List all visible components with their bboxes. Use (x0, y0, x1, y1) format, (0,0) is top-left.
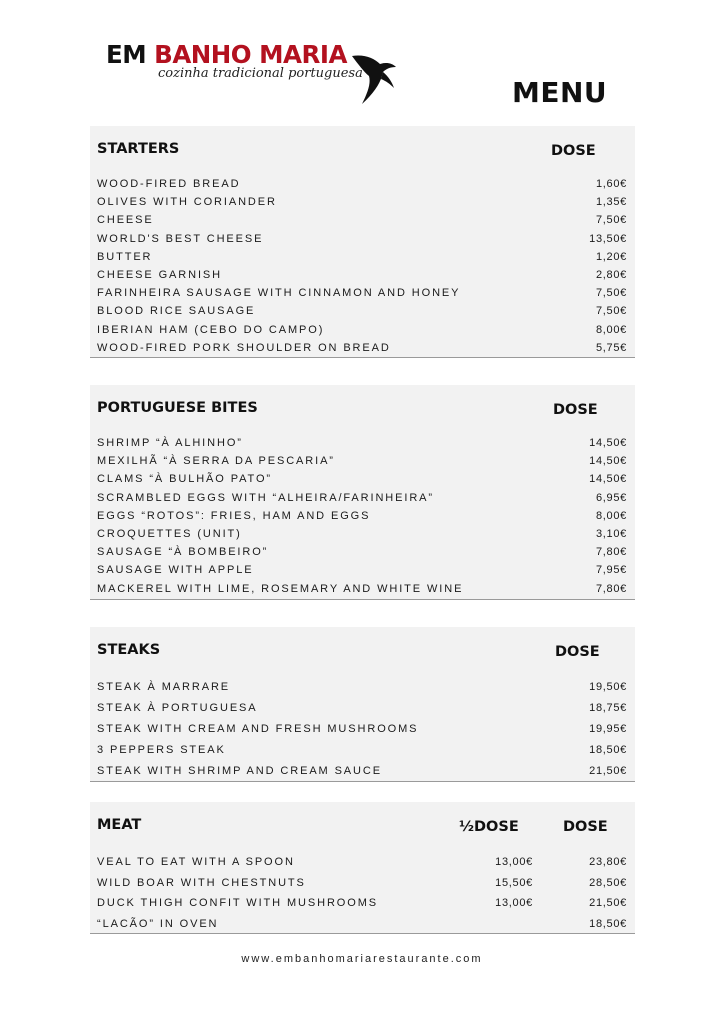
menu-item-name: EGGS “ROTOS”: FRIES, HAM AND EGGS (97, 509, 371, 522)
column-half-dose-header: ½DOSE (459, 819, 519, 835)
price-dose: 8,00€ (595, 509, 627, 522)
menu-item-row (90, 897, 635, 915)
menu-item-name: MEXILHÃ “À SERRA DA PESCARIA” (97, 455, 335, 468)
menu-item-row (90, 214, 635, 232)
menu-item-name: STEAK WITH CREAM AND FRESH MUSHROOMS (97, 723, 419, 735)
menu-item-row (90, 324, 635, 342)
menu-item-row (90, 510, 635, 528)
price-dose: 1,35€ (595, 196, 627, 209)
section-title: STEAKS (97, 642, 161, 658)
menu-item-name: WORLD'S BEST CHEESE (97, 232, 264, 245)
price-dose: 7,50€ (595, 305, 627, 318)
menu-item-name: “LACÃO” IN OVEN (97, 918, 219, 931)
menu-item-name: IBERIAN HAM (CEBO DO CAMPO) (97, 323, 325, 336)
menu-item-name: DUCK THIGH CONFIT WITH MUSHROOMS (97, 897, 378, 910)
menu-item-row (90, 765, 635, 783)
menu-item-name: WOOD-FIRED PORK SHOULDER ON BREAD (97, 341, 391, 354)
price-dose: 21,50€ (589, 897, 627, 910)
section-title: MEAT (97, 817, 142, 833)
price-dose: 1,20€ (595, 250, 627, 263)
price-dose: 3,10€ (595, 528, 627, 540)
menu-item-row (90, 492, 635, 510)
price-dose: 18,50€ (589, 918, 627, 931)
menu-item-row (90, 918, 635, 936)
price-dose: 14,50€ (589, 437, 627, 449)
section-starters (90, 126, 635, 358)
menu-item-name: SAUSAGE “À BOMBEIRO” (97, 546, 269, 559)
menu-item-name: FARINHEIRA SAUSAGE WITH CINNAMON AND HONEY (97, 287, 461, 300)
menu-item-row (90, 455, 635, 473)
menu-item-row (90, 744, 635, 762)
menu-item-row (90, 233, 635, 251)
menu-item-row (90, 437, 635, 455)
logo-tagline: cozinha tradicional portuguesa (158, 66, 363, 81)
menu-item-name: STEAK À PORTUGUESA (97, 702, 258, 714)
menu-item-name: STEAK À MARRARE (97, 681, 231, 693)
price-dose: 23,80€ (589, 856, 627, 868)
price-half-dose: 13,00€ (495, 897, 533, 910)
menu-item-name: MACKEREL WITH LIME, ROSEMARY AND WHITE WINE (97, 582, 464, 595)
menu-item-row (90, 583, 635, 601)
price-dose: 18,75€ (589, 702, 627, 714)
menu-item-name: SHRIMP “À ALHINHO” (97, 437, 243, 449)
menu-item-row (90, 564, 635, 582)
section-title: STARTERS (97, 141, 180, 157)
price-dose: 18,50€ (589, 744, 627, 756)
menu-item-row (90, 856, 635, 874)
section-meat (90, 802, 635, 934)
menu-item-row (90, 269, 635, 287)
menu-item-name: 3 PEPPERS STEAK (97, 744, 226, 756)
menu-item-row (90, 546, 635, 564)
price-half-dose: 13,00€ (495, 856, 533, 868)
price-dose: 19,95€ (589, 723, 627, 735)
price-dose: 7,80€ (595, 546, 627, 559)
menu-item-name: VEAL TO EAT WITH A SPOON (97, 856, 295, 868)
menu-item-name: BUTTER (97, 250, 153, 263)
menu-item-row (90, 251, 635, 269)
price-dose: 7,50€ (595, 214, 627, 227)
menu-item-row (90, 473, 635, 491)
menu-item-name: CLAMS “À BULHÃO PATO” (97, 473, 272, 486)
menu-item-name: CROQUETTES (UNIT) (97, 528, 242, 540)
menu-item-row (90, 877, 635, 895)
section-portuguese-bites (90, 385, 635, 600)
menu-item-name: STEAK WITH SHRIMP AND CREAM SAUCE (97, 765, 382, 777)
website-footer: www.embanhomariarestaurante.com (241, 953, 483, 965)
menu-item-name: BLOOD RICE SAUSAGE (97, 305, 256, 318)
column-dose-header: DOSE (555, 644, 600, 660)
menu-item-name: SCRAMBLED EGGS WITH “ALHEIRA/FARINHEIRA” (97, 491, 434, 504)
menu-item-row (90, 342, 635, 360)
price-dose: 19,50€ (589, 681, 627, 693)
price-dose: 13,50€ (589, 232, 627, 245)
menu-item-row (90, 287, 635, 305)
price-dose: 14,50€ (589, 455, 627, 468)
menu-item-row (90, 178, 635, 196)
menu-item-name: CHEESE (97, 214, 154, 227)
price-dose: 1,60€ (595, 178, 627, 190)
price-dose: 2,80€ (595, 269, 627, 281)
price-dose: 14,50€ (589, 473, 627, 486)
menu-item-name: CHEESE GARNISH (97, 269, 223, 281)
price-dose: 21,50€ (589, 765, 627, 777)
restaurant-logo (106, 40, 406, 110)
price-dose: 6,95€ (595, 491, 627, 504)
price-dose: 7,50€ (595, 287, 627, 300)
swallow-icon (350, 50, 398, 106)
column-dose-header: DOSE (563, 819, 608, 835)
menu-item-row (90, 702, 635, 720)
price-dose: 5,75€ (595, 341, 627, 354)
column-dose-header: DOSE (553, 402, 598, 418)
menu-item-row (90, 681, 635, 699)
price-dose: 7,95€ (595, 564, 627, 577)
menu-item-row (90, 528, 635, 546)
price-dose: 8,00€ (595, 323, 627, 336)
menu-item-row (90, 723, 635, 741)
price-dose: 7,80€ (595, 582, 627, 595)
menu-item-name: OLIVES WITH CORIANDER (97, 196, 277, 209)
logo-brand-part1: EM (106, 40, 147, 69)
logo-brand-part2: BANHO MARIA (154, 40, 347, 69)
section-steaks (90, 627, 635, 782)
menu-item-name: WOOD-FIRED BREAD (97, 178, 241, 190)
column-dose-header: DOSE (551, 143, 596, 159)
menu-item-row (90, 305, 635, 323)
menu-title: MENU (512, 76, 608, 109)
price-dose: 28,50€ (589, 876, 627, 889)
section-title: PORTUGUESE BITES (97, 400, 258, 416)
logo-brand (106, 40, 347, 69)
menu-item-name: WILD BOAR WITH CHESTNUTS (97, 876, 306, 889)
menu-item-row (90, 196, 635, 214)
price-half-dose: 15,50€ (495, 876, 533, 889)
menu-item-name: SAUSAGE WITH APPLE (97, 564, 254, 577)
